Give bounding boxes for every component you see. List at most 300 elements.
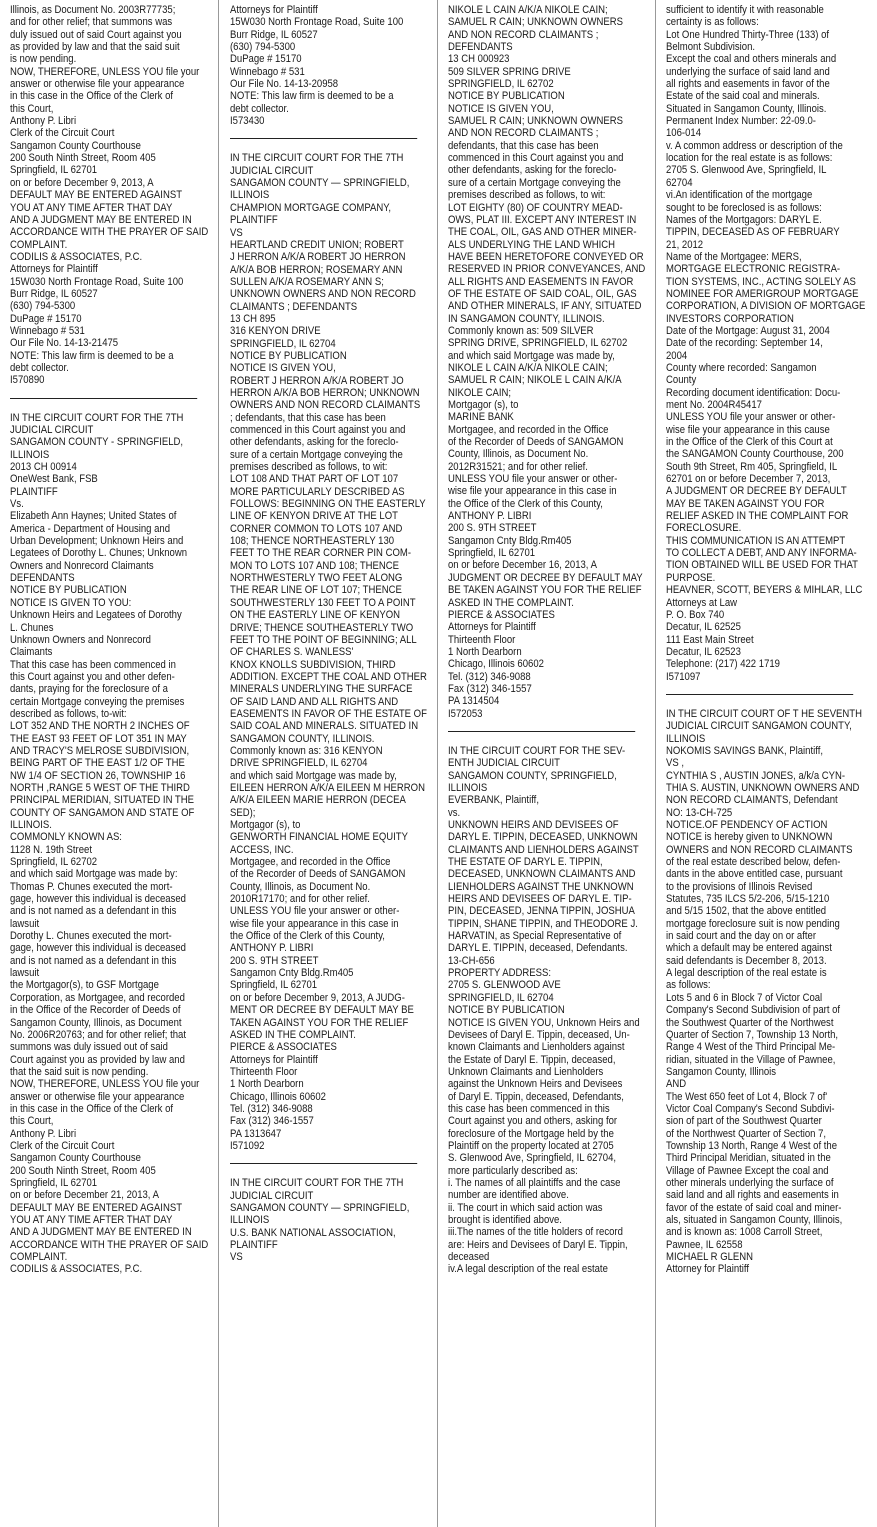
notice-line: Attorneys at Law [666, 596, 738, 609]
notice-line: OWNERS AND NON RECORD CLAIMANTS [230, 399, 421, 412]
notice-line: ADDITION. EXCEPT THE COAL AND OTHER [230, 670, 427, 683]
notice-line: CLAIMANTS AND LIENHOLDERS AGAINST [448, 843, 639, 856]
column-3 [448, 4, 654, 1524]
notice-line: location for the real estate is as follows: [666, 152, 833, 165]
legal-notice [448, 4, 654, 720]
notice-line: 2012R31521; and for other relief. [448, 460, 588, 473]
notice-line: Springfield, IL 62701 [448, 547, 536, 560]
notice-line: foreclosure of the Mortgage held by the [448, 1127, 614, 1140]
notice-line: MENT OR DECREE BY DEFAULT MAY BE [230, 1004, 414, 1017]
notice-line: Attorney for Plaintiff [666, 1263, 750, 1276]
notice-line: UNLESS YOU file your answer or other- [230, 905, 400, 918]
notice-line: PIERCE & ASSOCIATES [448, 608, 555, 621]
notice-line: NON RECORD CLAIMANTS, Defendant [666, 794, 838, 807]
notice-line: Commonly known as: 316 KENYON [230, 744, 383, 757]
notice-line: Court against you as provided by law and [10, 1053, 185, 1066]
notice-line: wise file your appearance in this case in [230, 917, 399, 930]
notice-line: Company's Second Subdivision of part of [666, 1004, 841, 1017]
notice-line: 1 North Dearborn [448, 645, 522, 658]
notice-line: 13 CH 000923 [448, 53, 510, 66]
notice-line: COMPLAINT. [10, 1251, 68, 1264]
notice-line: sure of a certain Mortgage conveying the [448, 176, 621, 189]
notice-line: JUDICIAL CIRCUIT [230, 164, 314, 177]
notice-line: of the real estate described below, defen- [666, 856, 841, 869]
notice-line: County, Illinois, as Document No. [448, 448, 589, 461]
notice-line: Township 13 North, Range 4 West of the [666, 1139, 838, 1152]
notice-line: TAKEN AGAINST YOU FOR THE RELIEF [230, 1016, 409, 1029]
notice-line: DEFENDANTS [10, 572, 75, 585]
column-divider [437, 0, 438, 1527]
notice-line: JUDGMENT OR DECREE BY DEFAULT MAY [448, 571, 643, 584]
notice-line: Attorneys for Plaintiff [230, 4, 318, 16]
notice-line: underlying the surface of said land and [666, 65, 830, 78]
notice-line: Decatur, IL 62523 [666, 645, 741, 658]
notice-line: wise file your appearance in this case in [448, 485, 617, 498]
notice-line: and which said Mortgage was made by, [448, 349, 615, 362]
notice-line: I573430 [230, 115, 265, 128]
notice-line: THIA S. AUSTIN, UNKNOWN OWNERS AND [666, 781, 860, 794]
notice-line: NOTICE IS GIVEN YOU, Unknown Heirs and [448, 1016, 640, 1029]
notice-separator [230, 1163, 417, 1164]
notice-line: Tel. (312) 346-9088 [230, 1102, 313, 1115]
notice-line: IN THE CIRCUIT COURT FOR THE 7TH [10, 411, 184, 424]
notice-line: and 5/15 1502, that the above entitled [666, 905, 827, 918]
notice-line: Chicago, Illinois 60602 [230, 1090, 326, 1103]
notice-line: NOW, THEREFORE, UNLESS YOU file your [10, 1078, 200, 1091]
notice-line: Mortgagee, and recorded in the Office [448, 423, 609, 436]
notice-line: known Claimants and Lienholders against [448, 1041, 625, 1054]
notice-line: FOLLOWS: BEGINNING ON THE EASTERLY [230, 498, 426, 511]
notice-line: SANGAMON COUNTY, SPRINGFIELD, [448, 769, 617, 782]
notice-line: of the Recorder of Deeds of SANGAMON [230, 868, 406, 881]
notice-line: Telephone: (217) 422 1719 [666, 658, 780, 671]
notice-line: the Southwest Quarter of the Northwest [666, 1016, 834, 1029]
notice-line: i. The names of all plaintiffs and the case [448, 1176, 621, 1189]
notice-line: Pawnee, IL 62558 [666, 1238, 743, 1251]
legal-notice [230, 4, 436, 127]
notice-line: County [666, 374, 697, 387]
notice-line: NOW, THEREFORE, UNLESS YOU file your [10, 65, 200, 78]
notice-line: als, situated in Sangamon County, Illinois, [666, 1214, 843, 1226]
notice-line: MORE PARTICULARLY DESCRIBED AS [230, 485, 405, 498]
notice-line: Unknown Heirs and Legatees of Dorothy [10, 609, 182, 622]
notice-line: certain Mortgage conveying the premises [10, 695, 185, 708]
notice-line: RELIEF ASKED IN THE COMPLAINT FOR [666, 510, 849, 523]
notice-line: DEFAULT MAY BE ENTERED AGAINST [10, 189, 183, 202]
notice-separator [666, 694, 853, 695]
notice-line: ALS UNDERLYING THE LAND WHICH [448, 238, 616, 251]
notice-line: A legal description of the real estate is [666, 967, 827, 980]
legal-notice [666, 708, 872, 1276]
notice-line: that the said suit is now pending. [10, 1065, 149, 1078]
notice-line: HEARTLAND CREDIT UNION; ROBERT [230, 238, 404, 251]
notice-line: the Office of the Clerk of this County, [230, 930, 385, 943]
notice-line: Anthony P. Libri [10, 115, 77, 128]
notice-line: Court against you and others, asking for [448, 1115, 618, 1128]
notice-line: 15W030 North Frontage Road, Suite 100 [10, 275, 184, 288]
notice-line: Victor Coal Company's Second Subdivi- [666, 1102, 835, 1115]
notice-line: HEIRS AND DEVISEES OF DARYL E. TIP- [448, 893, 632, 906]
notice-line: LOT 352 AND THE NORTH 2 INCHES OF [10, 720, 190, 733]
notice-line: PLAINTIFF [10, 485, 58, 498]
notice-line: Sangamon Cnty Bldg.Rm405 [448, 534, 572, 547]
notice-line: THIS COMMUNICATION IS AN ATTEMPT [666, 534, 846, 547]
notice-line: (630) 794-5300 [10, 300, 76, 313]
notice-line: Village of Pawnee Except the coal and [666, 1164, 829, 1177]
notice-line: of Daryl E. Tippin, deceased, Defendants, [448, 1090, 624, 1103]
notice-line: PA 1314504 [448, 695, 500, 708]
notice-line: 15W030 North Frontage Road, Suite 100 [230, 16, 404, 29]
notice-line: ILLINOIS. [10, 819, 52, 831]
notice-line: 509 SILVER SPRING DRIVE [448, 65, 571, 78]
notice-line: UNLESS YOU file your answer or other- [666, 411, 836, 424]
notice-line: ASKED IN THE COMPLAINT. [230, 1028, 356, 1041]
notice-line: 2013 CH 00914 [10, 461, 77, 474]
notice-line: Mortgagee, and recorded in the Office [230, 856, 391, 869]
notice-line: brought is identified above. [448, 1214, 562, 1226]
notice-line: DARYL E. TIPPIN, DECEASED, UNKNOWN [448, 831, 638, 844]
notice-separator [448, 731, 635, 732]
notice-line: CHAMPION MORTGAGE COMPANY, [230, 201, 392, 214]
notice-line: YOU AT ANY TIME AFTER THAT DAY [10, 201, 173, 214]
notice-line: Sangamon County Courthouse [10, 139, 141, 152]
notice-line: NOTICE BY PUBLICATION [448, 1004, 565, 1017]
notice-line: HARVATIN, as Special Representative of [448, 930, 622, 943]
notice-line: the Mortgagor(s), to GSF Mortgage [10, 979, 159, 992]
notice-line: I572053 [448, 707, 483, 720]
notice-line: Belmont Subdivision. [666, 41, 756, 54]
notice-line: this Court against you and other defen- [10, 670, 175, 683]
notice-line: Legatees of Dorothy L. Chunes; Unknown [10, 547, 188, 560]
notice-line: Devisees of Daryl E. Tippin, deceased, Un- [448, 1028, 630, 1041]
notice-line: ALL RIGHTS AND EASEMENTS IN FAVOR [448, 275, 634, 288]
notice-line: L. Chunes [10, 621, 54, 634]
notice-line: lawsuit [10, 967, 40, 980]
notice-line: NOTICE is hereby given to UNKNOWN [666, 831, 833, 844]
notice-separator [230, 138, 417, 139]
notice-line: Mortgagor (s), to [230, 819, 301, 831]
notice-line: BEING PART OF THE EAST 1/2 OF THE [10, 757, 185, 770]
notice-line: premises described as follows, to wit: [448, 189, 606, 202]
notice-line: Illinois, as Document No. 2003R77735; [10, 4, 176, 16]
notice-line: That this case has been commenced in [10, 658, 176, 671]
column-divider [655, 0, 656, 1527]
legal-notice [666, 4, 872, 683]
notice-line: ROBERT J HERRON A/K/A ROBERT JO [230, 374, 404, 387]
notice-line: iii.The names of the title holders of record [448, 1226, 623, 1239]
notice-line: Dorothy L. Chunes executed the mort- [10, 930, 172, 943]
notice-line: ridian, situated in the Village of Pawnee, [666, 1053, 836, 1066]
notice-line: MINERALS UNDERLYING THE SURFACE [230, 683, 413, 696]
notice-line: DuPage # 15170 [230, 53, 302, 66]
notice-line: 200 South Ninth Street, Room 405 [10, 152, 156, 165]
notice-line: Attorneys for Plaintiff [10, 263, 98, 276]
notice-line: MAY BE TAKEN AGAINST YOU FOR [666, 497, 825, 510]
notice-line: GENWORTH FINANCIAL HOME EQUITY [230, 831, 408, 844]
notice-line: Name of the Mortgagee: MERS, [666, 250, 802, 263]
notice-line: IN SANGAMON COUNTY, ILLINOIS. [448, 312, 605, 325]
notice-line: IN THE CIRCUIT COURT FOR THE 7TH [230, 152, 404, 165]
notice-line: 316 KENYON DRIVE [230, 325, 321, 338]
notice-line: EASEMENTS IN FAVOR OF THE ESTATE OF [230, 707, 427, 720]
notice-line: America - Department of Housing and [10, 522, 171, 535]
notice-line: Clerk of the Circuit Court [10, 127, 115, 140]
notice-line: gage, however this individual is deceased [10, 942, 186, 955]
notice-line: ; defendants, that this case has been [230, 411, 386, 424]
notice-line: which a default may be entered against [666, 942, 832, 955]
notice-line: VS , [666, 757, 685, 770]
notice-line: DEFENDANTS [448, 41, 513, 54]
notice-line: Quarter of Section 7, Township 13 North, [666, 1028, 839, 1041]
notice-line: NIKOLE L CAIN A/K/A NIKOLE CAIN; [448, 361, 608, 374]
notice-line: JUDICIAL CIRCUIT SANGAMON COUNTY, [666, 720, 852, 733]
notice-line: and which said Mortgage was made by: [10, 868, 178, 881]
notice-line: defendants, that this case has been [448, 139, 599, 152]
notice-line: and which said Mortgage was made by, [230, 769, 397, 782]
notice-line: SED); [230, 806, 256, 819]
notice-line: sufficient to identify it with reasonable [666, 4, 824, 16]
notice-line: more particularly described as: [448, 1164, 578, 1177]
notice-line: 200 South Ninth Street, Room 405 [10, 1164, 156, 1177]
notice-line: NOTICE IS GIVEN TO YOU: [10, 596, 132, 609]
notice-line: this case has been commenced in this [448, 1102, 610, 1115]
notice-line: OF SAID LAND AND ALL RIGHTS AND [230, 695, 399, 708]
notice-line: 106-014 [666, 127, 702, 140]
notice-line: Springfield, IL 62701 [10, 164, 98, 177]
notice-line: J HERRON A/K/A ROBERT JO HERRON [230, 251, 406, 264]
notice-line: Corporation, as Mortgagee, and recorded [10, 991, 185, 1004]
notice-line: this Court, [10, 1115, 54, 1128]
notice-line: County where recorded: Sangamon [666, 361, 817, 374]
notice-line: on or before December 9, 2013, A JUDG- [230, 991, 405, 1004]
notice-line: NOTICE IS GIVEN YOU, [230, 362, 336, 375]
notice-line: Winnebago # 531 [10, 324, 85, 337]
notice-line: MON TO LOTS 107 AND 108; THENCE [230, 559, 400, 572]
legal-notice [230, 1177, 436, 1263]
notice-line: ii. The court in which said action was [448, 1201, 603, 1214]
notice-line: THE ESTATE OF DARYL E. TIPPIN, [448, 856, 603, 869]
notice-line: in the Office of the Clerk of this Court at [666, 436, 833, 449]
notice-line: Clerk of the Circuit Court [10, 1139, 115, 1152]
notice-line: SANGAMON COUNTY - SPRINGFIELD, [10, 436, 184, 449]
notice-line: HEAVNER, SCOTT, BEYERS & MIHLAR, LLC [666, 584, 863, 597]
notice-line: is now pending. [10, 53, 77, 66]
notice-line: UNKNOWN OWNERS AND NON RECORD [230, 288, 416, 301]
notice-line: LOT 108 AND THAT PART OF LOT 107 [230, 473, 399, 486]
notice-line: Chicago, Illinois 60602 [448, 658, 544, 671]
notice-line: DEFAULT MAY BE ENTERED AGAINST [10, 1201, 183, 1214]
notice-line: VS [230, 226, 243, 239]
notice-line: NORTHWESTERLY TWO FEET ALONG [230, 572, 403, 585]
notice-line: Decatur, IL 62525 [666, 621, 741, 634]
notice-line: PROPERTY ADDRESS: [448, 967, 551, 980]
notice-line: CORNER COMMON TO LOTS 107 AND [230, 522, 403, 535]
notice-line: PLAINTIFF [230, 1239, 278, 1251]
notice-line: FEET TO THE POINT OF BEGINNING; ALL [230, 633, 417, 646]
notice-line: Statutes, 735 ILCS 5/2-206, 5/15-1210 [666, 893, 830, 906]
legal-notice [230, 152, 436, 1152]
notice-line: SOUTHWESTERLY 130 FEET TO A POINT [230, 596, 416, 609]
notice-line: AND [666, 1078, 687, 1091]
notice-line: in this case in the Office of the Clerk of [10, 90, 174, 103]
notice-line: LIENHOLDERS AGAINST THE UNKNOWN [448, 880, 634, 893]
notice-line: 21, 2012 [666, 238, 704, 251]
notice-line: NOMINEE FOR AMERIGROUP MORTGAGE [666, 287, 859, 300]
notice-line: SPRINGFIELD, IL 62702 [448, 78, 554, 91]
notice-line: Springfield, IL 62702 [10, 856, 98, 869]
notice-line: answer or otherwise file your appearance [10, 78, 185, 91]
notice-line: NOTE: This law firm is deemed to be a [230, 90, 394, 103]
notice-line: 2004 [666, 349, 688, 362]
legal-notice [10, 412, 216, 1276]
notice-line: NW 1/4 OF SECTION 26, TOWNSHIP 16 [10, 769, 186, 782]
column-divider [218, 0, 219, 1527]
notice-line: MORTGAGE ELECTRONIC REGISTRA- [666, 263, 841, 276]
notice-line: ILLINOIS [230, 1214, 270, 1227]
notice-line: INVESTORS CORPORATION [666, 312, 794, 325]
notice-line: other minerals underlying the surface of [666, 1176, 834, 1189]
notice-line: THE EAST 93 FEET OF LOT 351 IN MAY [10, 732, 187, 745]
notice-line: UNKNOWN HEIRS AND DEVISEES OF [448, 819, 619, 831]
notice-line: DRIVE SPRINGFIELD, IL 62704 [230, 757, 368, 770]
notice-line: said defendants is December 8, 2013. [666, 954, 827, 967]
notice-line: Attorneys for Plaintiff [448, 621, 536, 634]
notice-line: CLAIMANTS ; DEFENDANTS [230, 300, 358, 313]
notice-line: Permanent Index Number: 22-09.0- [666, 115, 816, 128]
notice-line: Anthony P. Libri [10, 1127, 77, 1140]
legal-notice [448, 745, 654, 1276]
notice-line: debt collector. [230, 102, 289, 115]
notice-line: YOU AT ANY TIME AFTER THAT DAY [10, 1214, 173, 1226]
notice-line: VS [230, 1251, 243, 1264]
notice-line: LINE OF KENYON DRIVE AT THE LOT [230, 510, 398, 523]
notice-line: TIPPIN, SHANE TIPPIN, and THEODORE J. [448, 917, 638, 930]
column-4 [666, 4, 872, 1524]
notice-line: Date of the recording: September 14, [666, 337, 823, 350]
notice-line: summons was duly issued out of said [10, 1041, 168, 1054]
notice-line: Fax (312) 346-1557 [230, 1115, 314, 1128]
notice-line: A JUDGMENT OR DECREE BY DEFAULT [666, 485, 847, 498]
notice-line: IN THE CIRCUIT COURT OF T HE SEVENTH [666, 707, 863, 720]
notice-line: Attorneys for Plaintiff [230, 1053, 318, 1066]
notice-line: ment No. 2004R45417 [666, 399, 762, 411]
notice-line: Names of the Mortgagors: DARYL E. [666, 213, 822, 226]
notice-line: ILLINOIS [666, 732, 706, 745]
notice-line: PA 1313647 [230, 1127, 282, 1140]
notice-line: in said court and the day on or after [666, 930, 817, 943]
notice-line: County, Illinois, as Document No. [230, 880, 371, 893]
notice-line: PIN, DECEASED, JENNA TIPPIN, JOSHUA [448, 905, 635, 918]
notice-line: I571092 [230, 1139, 265, 1152]
notice-line: ILLINOIS [448, 781, 488, 794]
notice-line: number are identified above. [448, 1189, 569, 1202]
notice-line: UNLESS YOU file your answer or other- [448, 473, 618, 486]
notice-line: SANGAMON COUNTY — SPRINGFIELD, [230, 1201, 410, 1214]
notice-line: NOTE: This law firm is deemed to be a [10, 349, 174, 362]
notice-line: vs. [448, 806, 461, 819]
notice-line: deceased [448, 1251, 490, 1264]
notice-line: COMMONLY KNOWN AS: [10, 831, 122, 844]
notice-line: Unknown Claimants and Lienholders [448, 1065, 604, 1078]
notice-line: Sangamon County, Illinois, as Document [10, 1016, 182, 1029]
notice-line: SANGAMON COUNTY — SPRINGFIELD, [230, 177, 410, 190]
notice-line: A/K/A BOB HERRON; ROSEMARY ANN [230, 263, 403, 276]
notice-line: SPRINGFIELD, IL 62704 [230, 337, 336, 350]
notice-line: SANGAMON COUNTY, ILLINOIS. [230, 732, 375, 745]
notice-line: PIERCE & ASSOCIATES [230, 1041, 337, 1054]
notice-line: certainty is as follows: [666, 16, 759, 29]
notice-line: SPRING DRIVE, SPRINGFIELD, IL 62702 [448, 337, 628, 350]
notice-line: ACCORDANCE WITH THE PRAYER OF SAID [10, 1238, 209, 1251]
notice-line: MICHAEL R GLENN [666, 1251, 754, 1264]
notice-line: Sangamon County, Illinois [666, 1065, 777, 1078]
notice-line: of the Recorder of Deeds of SANGAMON [448, 436, 624, 449]
notice-line: CYNTHIA S , AUSTIN JONES, a/k/a CYN- [666, 769, 846, 782]
notice-line: Our File No. 14-13-21475 [10, 337, 119, 350]
notice-line: ANTHONY P. LIBRI [230, 942, 314, 955]
notice-line: Date of the Mortgage: August 31, 2004 [666, 324, 830, 337]
notice-line: 13 CH 895 [230, 312, 276, 325]
notice-line: 1 North Dearborn [230, 1078, 304, 1091]
notice-line: Estate of the said coal and minerals. [666, 90, 820, 103]
notice-line: SULLEN A/K/A ROSEMARY ANN S; [230, 275, 384, 288]
notice-line: and is not named as a defendant in this [10, 905, 177, 918]
notice-line: SAID COAL AND MINERALS. SITUATED IN [230, 720, 419, 733]
notice-line: 2010R17170; and for other relief. [230, 893, 370, 906]
notice-line: NOKOMIS SAVINGS BANK, Plaintiff, [666, 744, 824, 757]
notice-line: I570890 [10, 374, 45, 387]
notice-line: described as follows, to-wit: [10, 707, 127, 720]
notice-line: Urban Development; Unknown Heirs and [10, 535, 184, 548]
notice-line: gage, however this individual is deceased [10, 893, 186, 906]
notice-line: 111 East Main Street [666, 633, 754, 646]
notice-line: favor of the estate of said coal and miner- [666, 1201, 842, 1214]
notice-line: U.S. BANK NATIONAL ASSOCIATION, [230, 1226, 396, 1239]
notice-line: Elizabeth Ann Haynes; United States of [10, 510, 177, 523]
notice-line: OF CHARLES S. WANLESS' [230, 646, 354, 659]
notice-line: Lot One Hundred Thirty-Three (133) of [666, 28, 830, 41]
column-2 [230, 4, 436, 1524]
notice-line: ILLINOIS [10, 448, 50, 461]
notice-line: v. A common address or description of the [666, 139, 843, 152]
notice-line: SAMUEL R CAIN; UNKNOWN OWNERS [448, 16, 623, 29]
notice-line: Sangamon County Courthouse [10, 1152, 141, 1165]
notice-line: sure of a certain Mortgage conveying the [230, 448, 403, 461]
notice-line: OWS, PLAT III. EXCEPT ANY INTEREST IN [448, 213, 637, 226]
notice-line: Third Principal Meridian, situated in the [666, 1152, 831, 1165]
notice-line: ASKED IN THE COMPLAINT. [448, 596, 574, 609]
notice-line: Fax (312) 346-1557 [448, 682, 532, 695]
notice-line: South 9th Street, Rm 405, Springfield, IL [666, 460, 838, 473]
notice-line: SAMUEL R CAIN; UNKNOWN OWNERS [448, 115, 623, 128]
notice-line: CODILIS & ASSOCIATES, P.C. [10, 250, 143, 263]
notice-line: PURPOSE. [666, 571, 716, 584]
notice-line: COUNTY OF SANGAMON AND STATE OF [10, 806, 195, 819]
notice-line: No. 2006R20763; and for other relief; that [10, 1028, 186, 1041]
notice-line: P. O. Box 740 [666, 608, 725, 621]
notice-line: IN THE CIRCUIT COURT FOR THE 7TH [230, 1177, 404, 1190]
notice-line: NOTICE BY PUBLICATION [448, 90, 565, 103]
notice-line: PRINCIPAL MERIDIAN, SITUATED IN THE [10, 794, 195, 807]
notice-line: in the Office of the Recorder of Deeds of [10, 1004, 181, 1017]
notice-line: said land and all rights and easements in [666, 1189, 839, 1202]
notice-line: OWNERS and NON RECORD CLAIMANTS [666, 843, 853, 856]
notice-line: AND OTHER MINERALS, IF ANY, SITUATED [448, 300, 642, 313]
notice-line: CORPORATION, A DIVISION OF MORTGAGE [666, 300, 866, 313]
notice-line: other defendants, asking for the foreclo- [448, 164, 617, 177]
notice-line: on or before December 21, 2013, A [10, 1189, 159, 1202]
notice-line: 2705 S. GLENWOOD AVE [448, 979, 561, 992]
